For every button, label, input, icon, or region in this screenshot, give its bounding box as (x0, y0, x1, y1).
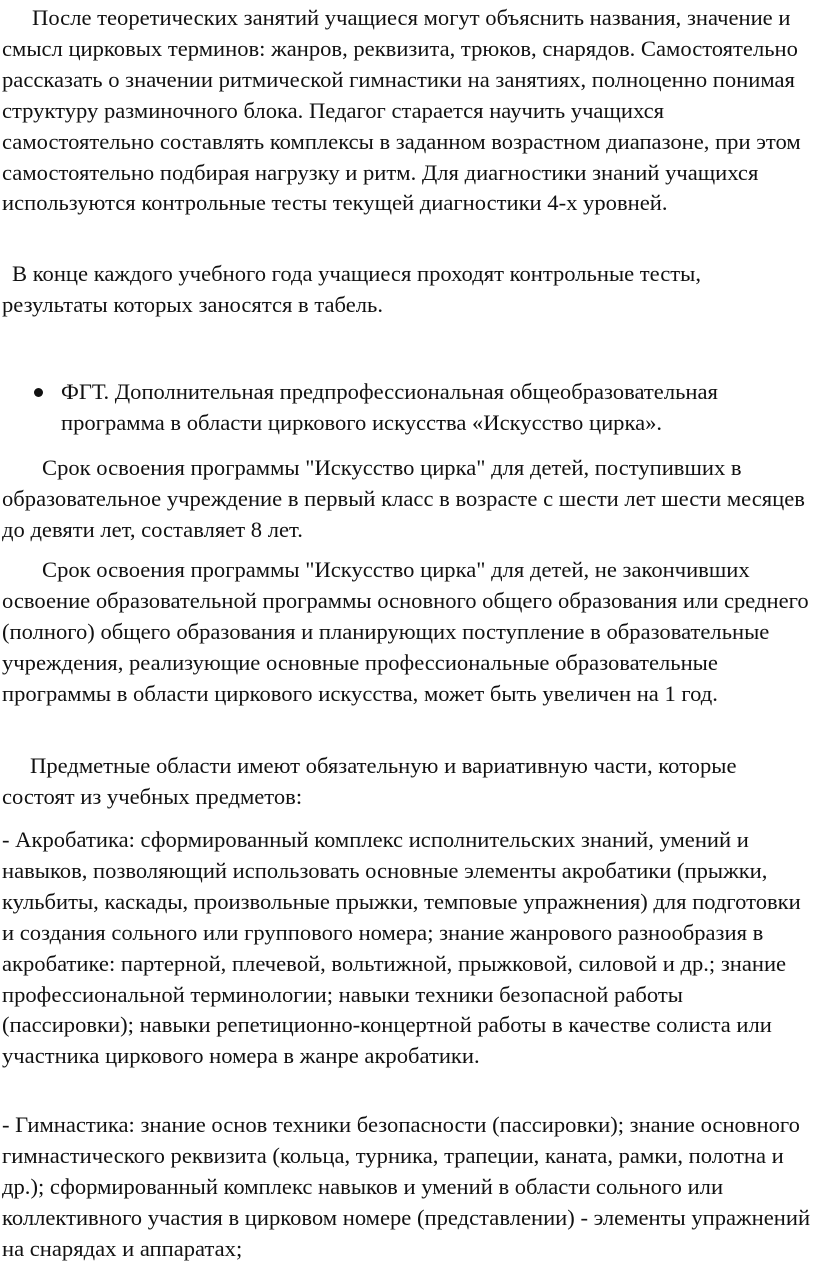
paragraph-program-extension: Срок освоения программы "Искусство цирка" для детей, не закончивших освоение образовательной программы основного общего образования или среднего (полного) общего образования и планирующих поступление в образовательные учреждения, реализующие основные профессиональные образовательные программы в области циркового искусства, может быть увеличен на 1 год. (2, 557, 809, 706)
paragraph-yearly-tests: В конце каждого учебного года учащиеся проходят контрольные тесты, результаты которых заносятся в табель. (2, 261, 701, 317)
bullet-dot-icon (34, 388, 43, 397)
bullet-item-fgt (2, 377, 812, 439)
paragraph-acrobatics: - Акробатика: сформированный комплекс исполнительских знаний, умений и навыков, позволяющий использовать основные элементы акробатики (прыжки, кульбиты, каскады, произвольные прыжки, темповые упражнения) для подготовки и создания сольного или группового номера; знание жанрового разнообразия в акробатике: партерной, плечевой, вольтижной, прыжковой, силовой и др.; знание профессиональной терминологии; навыки техники безопасной работы (пассировки); навыки репетиционно-концертной работы в качестве солиста или участника циркового номера в жанре акробатики. (2, 827, 801, 1069)
paragraph-theory-results: После теоретических занятий учащиеся могут объяснить названия, значение и смысл цирковых терминов: жанров, реквизита, трюков, снарядов. Самостоятельно рассказать о значении ритмической гимнастики на занятиях, полноценно понимая структуру разминочного блока. Педагог старается научить учащихся самостоятельно составлять комплексы в заданном возрастном диапазоне, при этом самостоятельно подбирая нагрузку и ритм. Для диагностики знаний учащихся используются контрольные тесты текущей диагностики 4-х уровней. (2, 5, 801, 216)
paragraph-subject-areas: Предметные области имеют обязательную и вариативную части, которые состоят из учебных предметов: (2, 753, 737, 809)
paragraph-gymnastics: - Гимнастика: знание основ техники безопасности (пассировки); знание основного гимнастического реквизита (кольца, турника, трапеции, каната, рамки, полотна и др.); сформированный комплекс навыков и умений в области сольного или коллективного участия в цирковом номере (представлении) - элементы упражнений на снарядах и аппаратах; (2, 1112, 811, 1261)
bullet-item-text: ФГТ. Дополнительная предпрофессиональная общеобразовательная программа в области циркового искусства «Искусство цирка». (61, 379, 718, 435)
paragraph-program-duration: Срок освоения программы "Искусство цирка" для детей, поступивших в образовательное учреждение в первый класс в возрасте с шести лет шести месяцев до девяти лет, составляет 8 лет. (2, 455, 805, 542)
